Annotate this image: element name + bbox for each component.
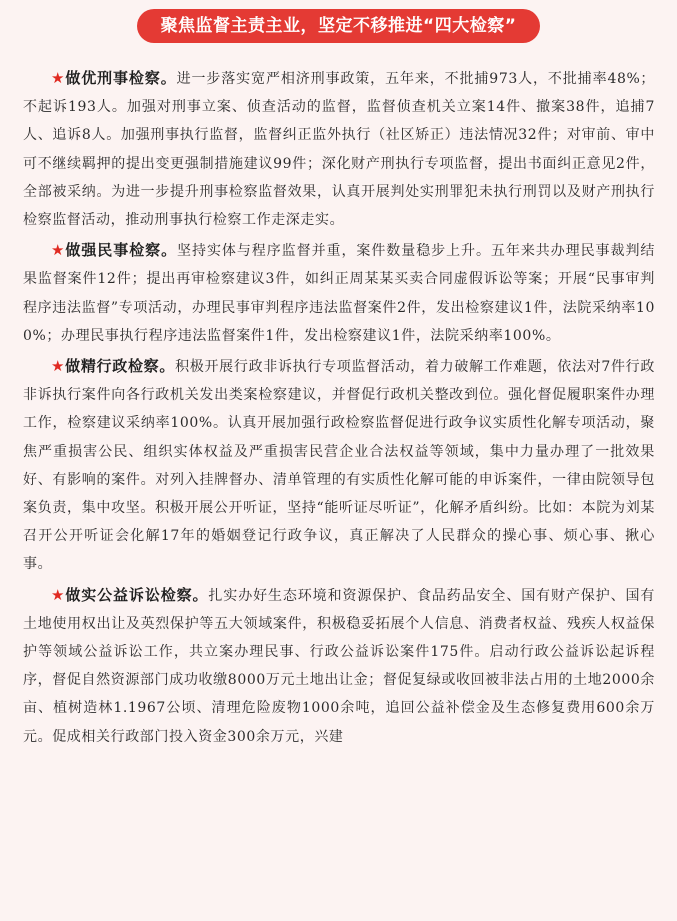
star-icon: ★ [51,585,66,604]
section-text: 积极开展行政非诉执行专项监督活动，着力破解工作难题，依法对7件行政非诉执行案件向各行政机关发出类案检察建议，并督促行政机关整改到位。强化督促履职案件办理工作，检察建议采纳率100%。认真开展加强行政检察监督促进行政争议实质性化解专项活动，聚焦严重损害公民、组织实体权益及严重损害民营企业合法权益等领域，集中力量办理了一批效果好、有影响的案件。对列入挂牌督办、清单管理的有实质性化解可能的申诉案件，一律由院领导包案负责，集中攻坚。积极开展公开听证，坚持“能听证尽听证”，化解矛盾纠纷。比如：本院为刘某召开公开听证会化解17年的婚姻登记行政争议，真正解决了人民群众的操心事、烦心事、揪心事。 [23,359,655,573]
page-title: 聚焦监督主责主业，坚定不移推进“四大检察” [137,9,541,43]
section-criminal-procuratorial [23,64,655,234]
section-heading: 做优刑事检察。 [65,69,177,87]
section-civil-procuratorial [23,236,655,350]
section-public-interest-litigation [23,581,655,751]
star-icon: ★ [51,241,66,260]
section-text: 进一步落实宽严相济刑事政策，五年来，不批捕973人，不批捕率48%；不起诉193人。加强对刑事立案、侦查活动的监督，监督侦查机关立案14件、撤案38件，追捕7人、追诉8人。加强刑事执行监督，监督纠正监外执行（社区矫正）违法情况32件；对审前、审中可不继续羁押的提出变更强制措施建议99件；深化财产刑执行专项监督，提出书面纠正意见2件，全部被采纳。为进一步提升刑事检察监督效果，认真开展判处实刑罪犯未执行刑罚以及财产刑执行检察监督活动，推动刑事执行检察工作走深走实。 [23,71,655,229]
star-icon: ★ [51,69,66,87]
section-heading: 做实公益诉讼检察。 [65,585,209,604]
section-heading: 做精行政检察。 [65,357,176,376]
section-text: 扎实办好生态环境和资源保护、食品药品安全、国有财产保护、国有土地使用权出让及英烈保护等五大领域案件，积极稳妥拓展个人信息、消费者权益、残疾人权益保护等领域公益诉讼工作，共立案办理民事、行政公益诉讼案件175件。启动行政公益诉讼起诉程序，督促自然资源部门成功收缴8000万元土地出让金；督促复绿或收回被非法占用的土地2000余亩、植树造林1.1967公顷、清理危险废物1000余吨，追回公益补偿金及生态修复费用600余万元。促成相关行政部门投入资金300余万元，兴建 [23,587,655,745]
section-text: 坚持实体与程序监督并重，案件数量稳步上升。五年来共办理民事裁判结果监督案件12件；提出再审检察建议3件，如纠正周某某买卖合同虚假诉讼等案；开展“民事审判程序违法监督”专项活动，办理民事审判程序违法监督案件2件，发出检察建议1件，法院采纳率100%；办理民事执行程序违法监督案件1件，发出检察建议1件，法院采纳率100%。 [23,243,656,344]
article-body [23,64,655,753]
title-banner [0,9,677,43]
section-administrative-procuratorial [23,352,655,579]
section-heading: 做强民事检察。 [65,241,178,260]
star-icon: ★ [51,357,66,376]
